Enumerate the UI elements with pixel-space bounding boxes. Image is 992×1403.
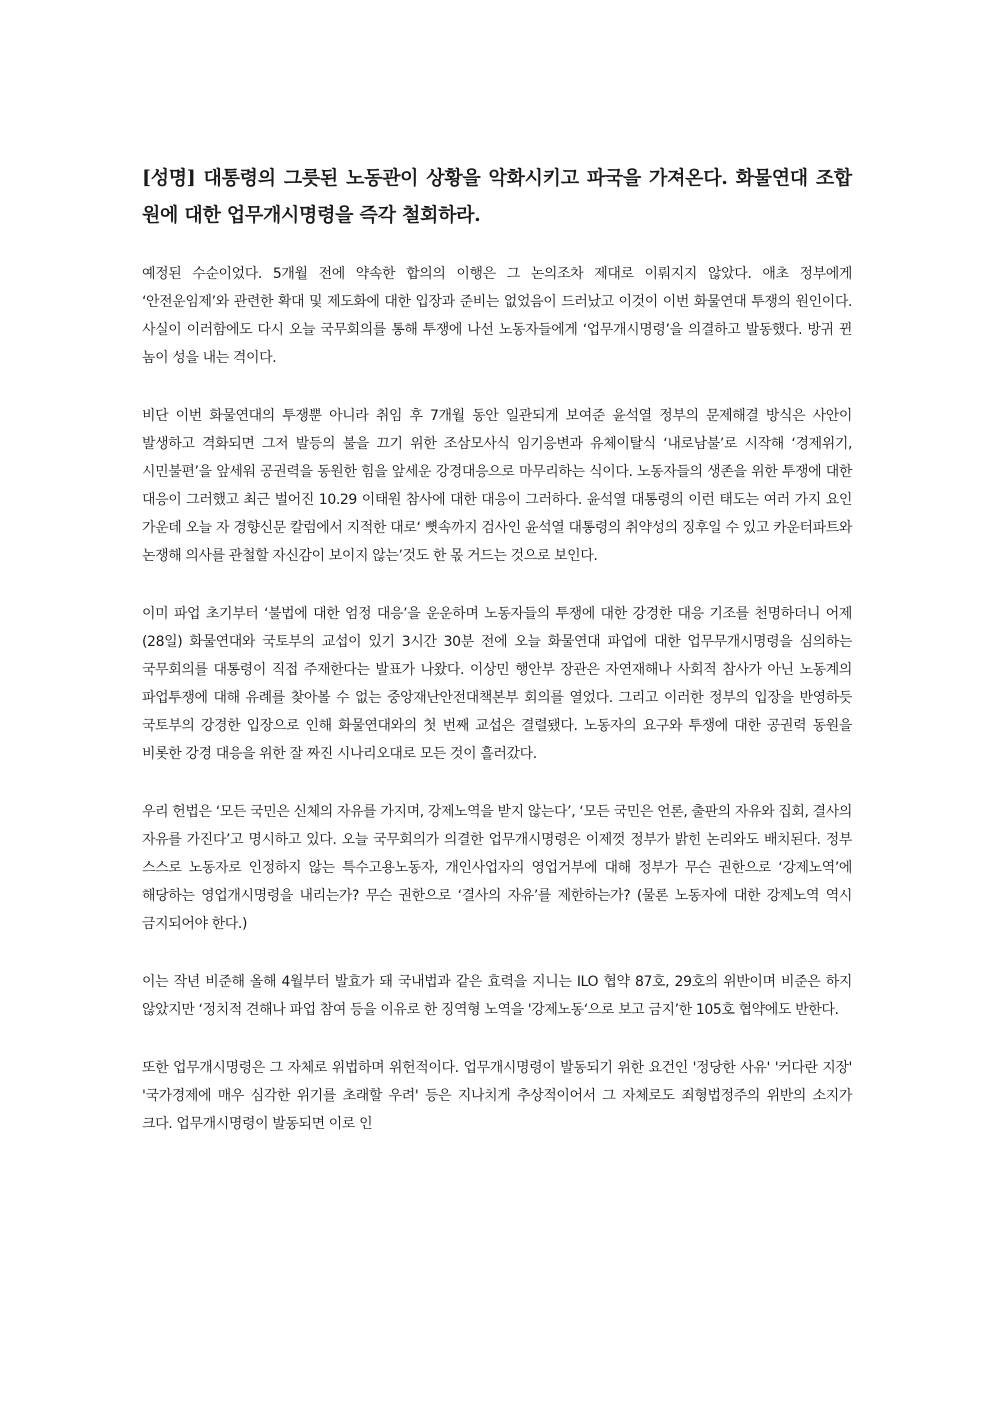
- paragraph: 또한 업무개시명령은 그 자체로 위법하며 위헌적이다. 업무개시명령이 발동되기 위한 요건인 '정당한 사유' '커다란 지장' '국가경제에 매우 심각한 위기를 초래할 우려' 등은 지나치게 추상적이어서 그 자체로도 죄형법정주의 위반의 소지가 크다. 업무개시명령이 발동되면 이로 인: [142, 1060, 852, 1132]
- paragraph: 예정된 수순이었다. 5개월 전에 약속한 합의의 이행은 그 논의조차 제대로 이뤄지지 않았다. 애초 정부에게 ‘안전운임제’와 관련한 확대 및 제도화에 대한 입장과 준비는 없었음이 드러났고 이것이 이번 화물연대 투쟁의 원인이다. 사실이 이러함에도 다시 오늘 국무회의를 통해 투쟁에 나선 노동자들에게 ‘업무개시명령’을 의결하고 발동했다. 방귀 뀐 놈이 성을 내는 격이다.: [142, 266, 852, 366]
- paragraph: 이는 작년 비준해 올해 4월부터 발효가 돼 국내법과 같은 효력을 지니는 ILO 협약 87호, 29호의 위반이며 비준은 하지 않았지만 ‘정치적 견해나 파업 참여 등을 이유로 한 징역형 노역을 '강제노동‘으로 보고 금지’한 105호 협약에도 반한다.: [142, 974, 852, 1018]
- statement-document: [142, 150, 852, 1168]
- document-body: [142, 260, 852, 1138]
- document-title: [성명] 대통령의 그릇된 노동관이 상황을 악화시키고 파국을 가져온다. 화물연대 조합원에 대한 업무개시명령을 즉각 철회하라.: [142, 167, 852, 226]
- paragraph: 우리 헌법은 ‘모든 국민은 신체의 자유를 가지며, 강제노역을 받지 않는다’, ‘모든 국민은 언론, 출판의 자유와 집회, 결사의 자유를 가진다’고 명시하고 있다. 오늘 국무회의가 의결한 업무개시명령은 이제껏 정부가 밝힌 논리와도 배치된다. 정부 스스로 노동자로 인정하지 않는 특수고용노동자, 개인사업자의 영업거부에 대해 정부가 무슨 권한으로 ‘강제노역’에 해당하는 영업개시명령을 내리는가? 무슨 권한으로 ‘결사의 자유’를 제한하는가? (물론 노동자에 대한 강제노역 역시 금지되어야 한다.): [142, 804, 852, 932]
- paragraph: 이미 파업 초기부터 ‘불법에 대한 엄정 대응’을 운운하며 노동자들의 투쟁에 대한 강경한 대응 기조를 천명하더니 어제(28일) 화물연대와 국토부의 교섭이 있기 3시간 30분 전에 오늘 화물연대 파업에 대한 업무무개시명령을 심의하는 국무회의를 대통령이 직접 주재한다는 발표가 나왔다. 이상민 행안부 장관은 자연재해나 사회적 참사가 아닌 노동계의 파업투쟁에 대해 유례를 찾아볼 수 없는 중앙재난안전대책본부 회의를 열었다. 그리고 이러한 정부의 입장을 반영하듯 국토부의 강경한 입장으로 인해 화물연대와의 첫 번째 교섭은 결렬됐다. 노동자의 요구와 투쟁에 대한 공권력 동원을 비롯한 강경 대응을 위한 잘 짜진 시나리오대로 모든 것이 흘러갔다.: [142, 606, 852, 762]
- paragraph: 비단 이번 화물연대의 투쟁뿐 아니라 취임 후 7개월 동안 일관되게 보여준 윤석열 정부의 문제해결 방식은 사안이 발생하고 격화되면 그저 발등의 불을 끄기 위한 조삼모사식 임기응변과 유체이탈식 ‘내로남불’로 시작해 ‘경제위기, 시민불편’을 앞세워 공권력을 동원한 힘을 앞세운 강경대응으로 마무리하는 식이다. 노동자들의 생존을 위한 투쟁에 대한 대응이 그러했고 최근 벌어진 10.29 이태원 참사에 대한 대응이 그러하다. 윤석열 대통령의 이런 태도는 여러 가지 요인 가운데 오늘 자 경향신문 칼럼에서 지적한 대로‘ 뼛속까지 검사인 윤석열 대통령의 취약성의 징후일 수 있고 카운터파트와 논쟁해 의사를 관철할 자신감이 보이지 않는’것도 한 몫 거드는 것으로 보인다.: [142, 408, 852, 564]
